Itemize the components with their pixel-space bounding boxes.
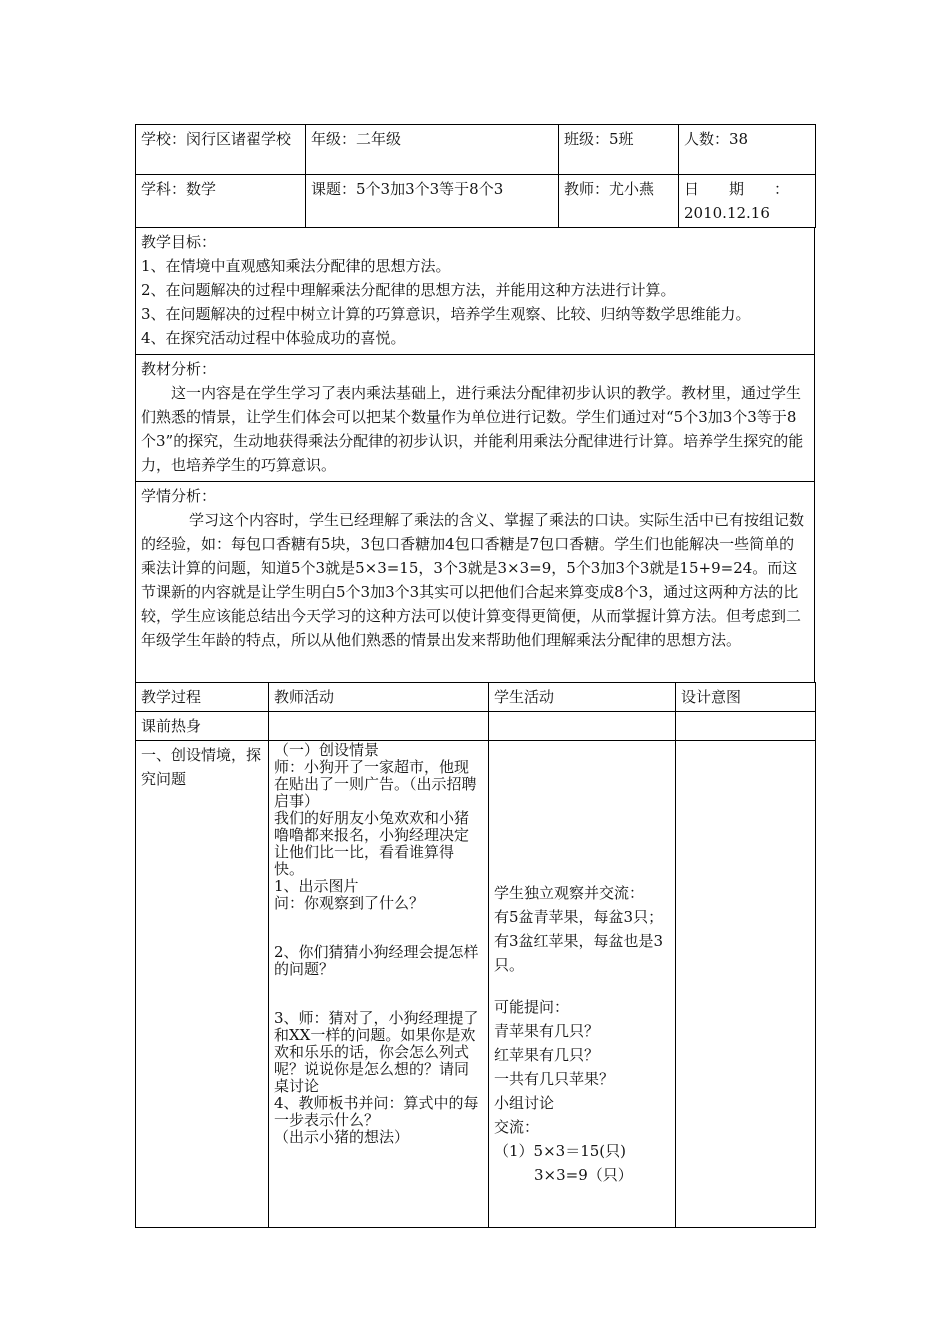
goal-item-4: 4、在探究活动过程中体验成功的喜悦。 <box>141 329 406 347</box>
teacher-line-1: （一）创设情景 <box>274 741 380 759</box>
student-line-1: 学生独立观察并交流： <box>494 884 645 902</box>
stage1-cell: 一、创设情境，探究问题 <box>136 741 269 1228</box>
stage1-intent-cell <box>676 741 816 1228</box>
material-cell <box>136 355 815 482</box>
learner-title: 学情分析： <box>141 487 217 505</box>
header-row-2 <box>136 175 816 228</box>
teacher-line-8: 4、教师板书并问：算式中的每一步表示什么？ <box>274 1094 479 1129</box>
student-line-2: 有5盆青苹果，每盆3只；有3盆红苹果，每盆也是3只。 <box>494 908 664 974</box>
goals-row <box>136 228 815 355</box>
lesson-plan-table <box>135 124 816 228</box>
topic-cell: 课题：5个3加3个3等于8个3 <box>306 175 559 228</box>
student-line-4: 青苹果有几只？ <box>494 1022 600 1040</box>
warmup-intent-cell <box>676 712 816 741</box>
material-row <box>136 355 815 482</box>
student-line-8: 交流： <box>494 1118 540 1136</box>
teacher-gap-4 <box>274 994 483 1010</box>
teacher-line-2: 师：小狗开了一家超市，他现在贴出了一则广告。（出示招聘启事） <box>274 758 477 810</box>
warmup-row <box>136 712 816 741</box>
stage1-student-activity <box>489 741 676 1228</box>
teacher-line-4: 1、出示图片 <box>274 877 359 895</box>
teacher-line-3: 我们的好朋友小兔欢欢和小猪噜噜都来报名，小狗经理决定让他们比一比，看看谁算得快。 <box>274 809 470 878</box>
analysis-table <box>135 227 815 683</box>
lesson-plan-sheet <box>135 124 815 1228</box>
stage1-row <box>136 741 816 1228</box>
teacher-cell: 教师：尤小燕 <box>559 175 679 228</box>
date-cell <box>679 175 816 228</box>
goal-item-3: 3、在问题解决的过程中树立计算的巧算意识，培养学生观察、比较、归纳等数学思维能力。 <box>141 305 751 323</box>
school-cell: 学校：闵行区诸翟学校 <box>136 125 306 175</box>
student-gap <box>494 977 670 995</box>
header-row-1 <box>136 125 816 175</box>
date-value: 2010.12.16 <box>684 204 770 222</box>
teacher-line-7: 3、师：猜对了，小狗经理提了和XX一样的问题。如果你是欢欢和乐乐的话，你会怎么列式呢？说说你是怎么想的？请同桌讨论 <box>274 1009 479 1095</box>
teacher-line-5: 问：你观察到了什么？ <box>274 894 425 912</box>
process-table <box>135 682 816 1228</box>
teacher-gap-3 <box>274 978 483 994</box>
learner-cell <box>136 482 815 683</box>
goal-item-1: 1、在情境中直观感知乘法分配律的思想方法。 <box>141 257 451 275</box>
goal-item-2: 2、在问题解决的过程中理解乘法分配律的思想方法，并能用这种方法进行计算。 <box>141 281 676 299</box>
student-line-3: 可能提问： <box>494 998 570 1016</box>
warmup-student-cell <box>489 712 676 741</box>
learner-row <box>136 482 815 683</box>
material-title: 教材分析： <box>141 360 217 378</box>
count-cell: 人数：38 <box>679 125 816 175</box>
material-text: 这一内容是在学生学习了表内乘法基础上，进行乘法分配律初步认识的教学。教材里，通过学生们熟悉的情景，让学生们体会可以把某个数量作为单位进行记数。学生们通过对“5个3加3个3等于8个3”的探究，生动地获得乘法分配律的初步认识，并能利用乘法分配律进行计算。培养学生探究的能力，也培养学生的巧算意识。 <box>141 384 804 474</box>
process-header-row <box>136 683 816 712</box>
goals-title: 教学目标： <box>141 233 217 251</box>
grade-cell: 年级：二年级 <box>306 125 559 175</box>
process-header-teacher: 教师活动 <box>269 683 489 712</box>
subject-cell: 学科：数学 <box>136 175 306 228</box>
student-line-10: 3×3=9（只） <box>534 1166 633 1184</box>
warmup-teacher-cell <box>269 712 489 741</box>
teacher-line-9: （出示小猪的想法） <box>274 1128 410 1146</box>
process-header-student: 学生活动 <box>489 683 676 712</box>
student-line-7: 小组讨论 <box>494 1094 555 1112</box>
process-header-intent: 设计意图 <box>676 683 816 712</box>
warmup-cell: 课前热身 <box>136 712 269 741</box>
stage1-teacher-activity <box>269 741 489 1228</box>
class-cell: 班级：5班 <box>559 125 679 175</box>
student-line-6: 一共有几只苹果？ <box>494 1070 615 1088</box>
teacher-line-6: 2、你们猜猜小狗经理会提怎样的问题？ <box>274 943 479 978</box>
teacher-gap-1 <box>274 912 483 928</box>
student-line-5: 红苹果有几只？ <box>494 1046 600 1064</box>
learner-text: 学习这个内容时，学生已经理解了乘法的含义、掌握了乘法的口诀。实际生活中已有按组记数的经验，如：每包口香糖有5块，3包口香糖加4包口香糖是7包口香糖。学生们也能解决一些简单的乘法计算的问题，知道5个3就是5×3=15，3个3就是3×3=9，5个3加3个3就是15+9=24。而这节课新的内容就是让学生明白5个3加3个3其实可以把他们合起来算变成8个3，通过这两种方法的比较，学生应该能总结出今天学习的这种方法可以使计算变得更简便，从而掌握计算方法。但考虑到二年级学生年龄的特点，所以从他们熟悉的情景出发来帮助他们理解乘法分配律的思想方法。 <box>141 511 805 649</box>
goals-cell <box>136 228 815 355</box>
process-header-stage: 教学过程 <box>136 683 269 712</box>
date-label: 日 期 ： <box>684 180 790 198</box>
teacher-gap-2 <box>274 928 483 944</box>
student-line-9: （1）5×3＝15(只) <box>494 1142 626 1160</box>
